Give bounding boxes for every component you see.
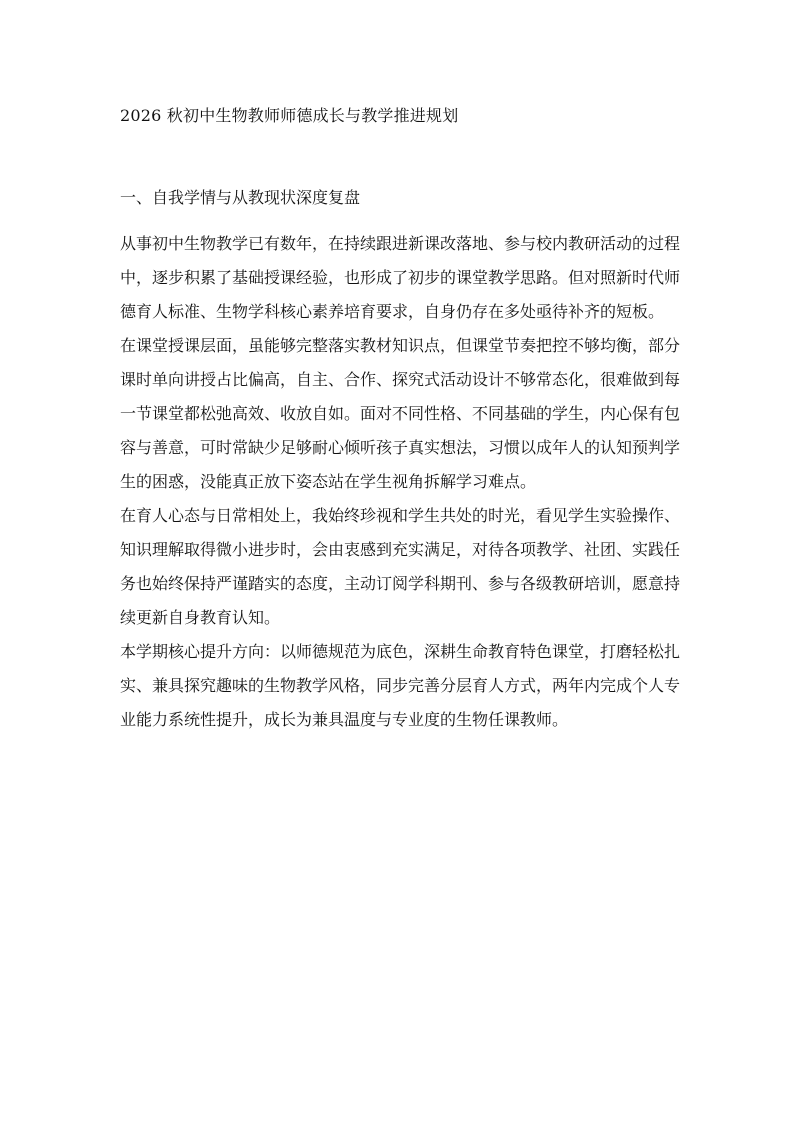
paragraph: 在育人心态与日常相处上，我始终珍视和学生共处的时光，看见学生实验操作、知识理解取得微小进步时，会由衷感到充实满足，对待各项教学、社团、实践任务也始终保持严谨踏实的态度，主动订阅学科期刊、参与各级教研培训，愿意持续更新自身教育认知。 bbox=[120, 506, 681, 627]
paragraph: 从事初中生物教学已有数年，在持续跟进新课改落地、参与校内教研活动的过程中，逐步积累了基础授课经验，也形成了初步的课堂教学思路。但对照新时代师德育人标准、生物学科核心素养培育要求，自身仍存在多处亟待补齐的短板。 bbox=[120, 234, 681, 321]
document-title: 2026 秋初中生物教师师德成长与教学推进规划 bbox=[120, 106, 459, 125]
paragraph: 本学期核心提升方向：以师德规范为底色，深耕生命教育特色课堂，打磨轻松扎实、兼具探究趣味的生物教学风格，同步完善分层育人方式，两年内完成个人专业能力系统性提升，成长为兼具温度与专业度的生物任课教师。 bbox=[120, 642, 681, 729]
section-body bbox=[120, 227, 680, 737]
paragraph: 在课堂授课层面，虽能够完整落实教材知识点，但课堂节奏把控不够均衡，部分课时单向讲授占比偏高，自主、合作、探究式活动设计不够常态化，很难做到每一节课堂都松弛高效、收放自如。面对不同性格、不同基础的学生，内心保有包容与善意，可时常缺少足够耐心倾听孩子真实想法，习惯以成年人的认知预判学生的困惑，没能真正放下姿态站在学生视角拆解学习难点。 bbox=[120, 336, 681, 491]
section-heading: 一、自我学情与从教现状深度复盘 bbox=[120, 188, 361, 207]
